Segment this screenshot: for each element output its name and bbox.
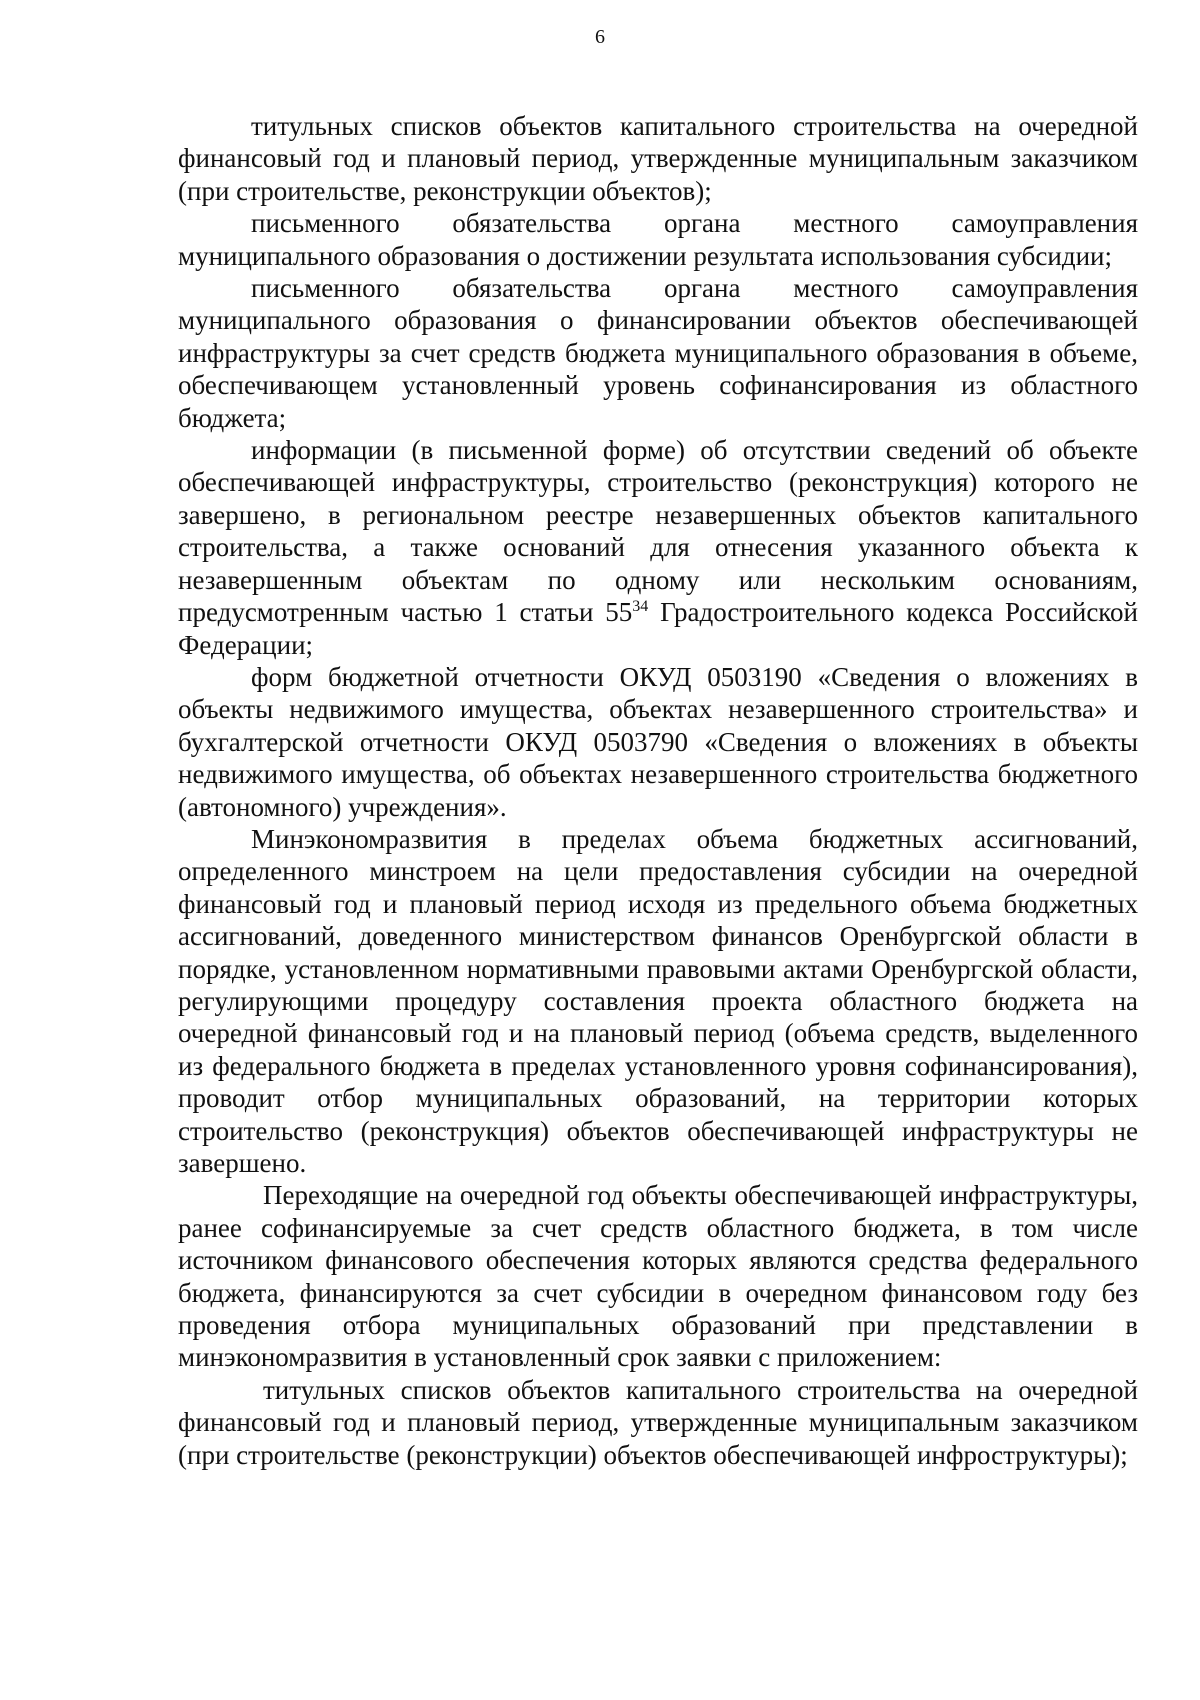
paragraph-title-lists-repeat: титульных списков объектов капитального строительства на очередной финансовый год и плановый период, утвержденные муниципальным заказчиком (при строительстве (реконструкции) объектов обеспечивающей инфроструктуры); — [178, 1374, 1138, 1470]
paragraph-financing-obligation: письменного обязательства органа местного самоуправления муниципального образования о финансировании объектов обеспечивающей инфраструктуры за счет средств бюджета муниципального образования в объеме, обеспечивающем установленный уровень софинансирования из областного бюджета; — [178, 273, 1138, 433]
paragraph-selection-procedure: Минэкономразвития в пределах объема бюджетных ассигнований, определенного минстроем на цели предоставления субсидии на очередной финансовый год и плановый период исходя из предельного объема бюджетных ассигнований, доведенного министерством финансов Оренбургской области в порядке, установленном нормативными правовыми актами Оренбургской области, регулирующими процедуру составления проекта областного бюджета на очередной финансовый год и на плановый период (объема средств, выделенного из федерального бюджета в пределах установленного уровня софинансирования), проводит отбор муниципальных образований, на территории которых строительство (реконструкция) объектов обеспечивающей инфраструктуры не завершено. — [178, 823, 1138, 1178]
registry-text-after: Градостроительного кодекса Российской Федерации; — [178, 597, 1139, 660]
paragraph-result-obligation: письменного обязательства органа местного самоуправления муниципального образования о достижении результата использования субсидии; — [178, 208, 1138, 271]
registry-text-before: информации (в письменной форме) об отсутствии сведений об объекте обеспечивающей инфраструктуры, строительство (реконструкция) которого не завершено, в региональном реестре незавершенных объектов капитального строительства, а также оснований для отнесения указанного объекта к незавершенным объектам по одному или нескольким основаниям, предусмотренным частью 1 статьи 55 — [178, 435, 1138, 628]
article-superscript: 34 — [632, 598, 649, 616]
paragraph-transitional-objects: Переходящие на очередной год объекты обеспечивающей инфраструктуры, ранее софинансируемые за счет средств областного бюджета, в том числе источником финансового обеспечения которых являются средства федерального бюджета, финансируются за счет субсидии в очередном финансовом году без проведения отбора муниципальных образований при представлении в минэкономразвития в установленный срок заявки с приложением: — [178, 1180, 1138, 1373]
document-body — [178, 110, 1138, 1471]
paragraph-reporting-forms: форм бюджетной отчетности ОКУД 0503190 «Сведения о вложениях в объекты недвижимого имущества, объектах незавершенного строительства» и бухгалтерской отчетности ОКУД 0503790 «Сведения о вложениях в объекты недвижимого имущества, об объектах незавершенного строительства бюджетного (автономного) учреждения». — [178, 661, 1138, 822]
paragraph-title-lists: титульных списков объектов капитального строительства на очередной финансовый год и плановый период, утвержденные муниципальным заказчиком (при строительстве, реконструкции объектов); — [178, 111, 1138, 206]
paragraph-registry-information — [178, 434, 1138, 661]
page-number: 6 — [595, 26, 605, 48]
